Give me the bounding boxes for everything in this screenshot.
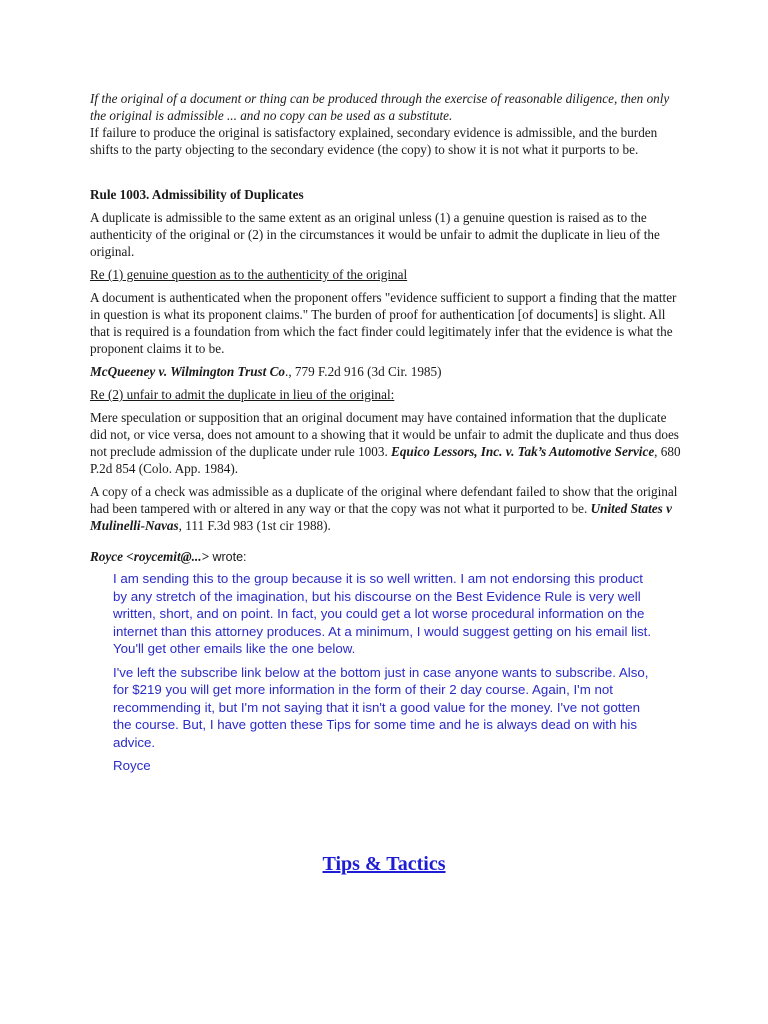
- authentication-paragraph: A document is authenticated when the proponent offers "evidence sufficient to support a finding that the matter in question is what its proponent claims." The burden of proof for authentication [of documents] is slight. All that is required is a foundation from which the fact finder could legitimately infer that the evidence is what the proponent claims it to be.: [90, 290, 677, 356]
- rule-intro-paragraph: A duplicate is admissible to the same extent as an original unless (1) a genuine question is raised as to the authenticity of the original or (2) in the circumstances it would be unfair to admit the duplicate in lieu of the original.: [90, 210, 660, 259]
- case-name-mcqueeney: McQueeney v. Wilmington Trust Co: [90, 364, 286, 379]
- rule-section: [90, 186, 682, 534]
- citation-mulinelli-rest: , 111 F.3d 983 (1st cir 1988).: [178, 518, 331, 533]
- document-body: [90, 90, 682, 781]
- intro-italic-paragraph: If the original of a document or thing can be produced through the exercise of reasonable diligence, then only the original is admissible ... and no copy can be used as a substitute.: [90, 91, 670, 123]
- rule-heading: Rule 1003. Admissibility of Duplicates: [90, 187, 304, 202]
- quoted-paragraph-2: I've left the subscribe link below at the bottom just in case anyone wants to subscribe. Also, for $219 you will get more information in the form of their 2 day course. Again, I'm not recommending it, but I'm not saying that it isn't a good value for the money. I've not gotten the course. But, I have gotten these Tips for some time and he is always dead on with his advice.: [113, 664, 649, 750]
- speculation-text: Mere speculation or supposition that an original document may have contained information that the duplicate did not, or vice versa, does not amount to a showing that it would be unfair to admit the duplicate and thus does not preclude admission of the duplicate under rule 1003.: [90, 410, 679, 459]
- check-copy-paragraph: [90, 483, 682, 534]
- case-name-equico: Equico Lessors, Inc. v. Tak’s Automotive Service: [391, 444, 655, 459]
- case-name-mulinelli: United States v Mulinelli-Navas: [90, 501, 672, 533]
- subhead-unfair: Re (2) unfair to admit the duplicate in lieu of the original:: [90, 387, 395, 402]
- check-copy-text: A copy of a check was admissible as a duplicate of the original where defendant failed to show that the original had been tampered with or altered in any way or that the copy was not what it purported to be.: [90, 484, 678, 516]
- tips-tactics-link[interactable]: Tips & Tactics: [322, 853, 446, 875]
- citation-mcqueeney: [90, 363, 682, 380]
- speculation-paragraph: [90, 409, 682, 477]
- subhead-authenticity: Re (1) genuine question as to the authenticity of the original: [90, 267, 408, 282]
- quoted-paragraph-1: I am sending this to the group because it is so well written. I am not endorsing this product by any stretch of the imagination, but his discourse on the Best Evidence Rule is very well written, short, and on point. In fact, you could get a lot worse procedural information on the internet than this attorney produces. At a minimum, I would suggest getting on his email list. You'll get other emails like the one below.: [113, 571, 652, 656]
- email-wrote-label: wrote:: [209, 550, 247, 564]
- intro-plain-paragraph: If failure to produce the original is satisfactory explained, secondary evidence is admissible, and the burden shifts to the party objecting to the secondary evidence (the copy) to show it is not what it purports to be.: [90, 125, 658, 157]
- citation-mcqueeney-rest: ., 779 F.2d 916 (3d Cir. 1985): [285, 364, 442, 379]
- quoted-signature: Royce: [113, 758, 151, 773]
- quoted-email-body: [113, 570, 658, 775]
- email-attribution: [90, 548, 682, 566]
- citation-equico-rest: , 680 P.2d 854 (Colo. App. 1984).: [90, 444, 681, 476]
- email-sender: Royce <roycemit@...>: [90, 549, 210, 564]
